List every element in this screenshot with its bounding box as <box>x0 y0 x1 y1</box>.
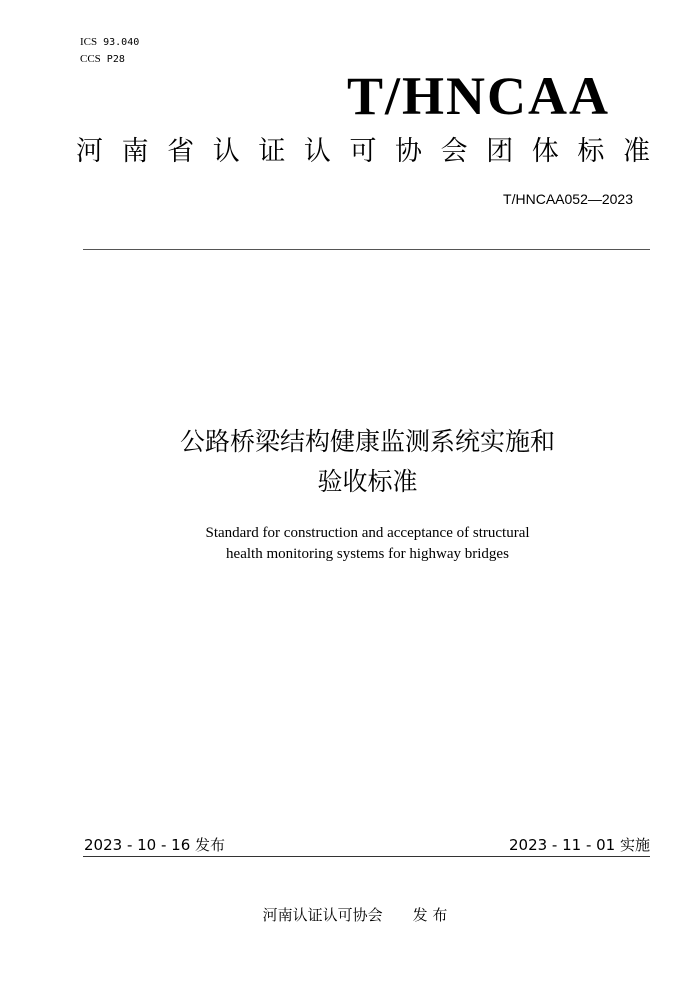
organization-title-char: 认 <box>303 136 331 167</box>
organization-title <box>76 134 650 170</box>
publisher <box>0 904 700 925</box>
issue-date: 2023 - 10 - 16 发布 <box>84 836 226 854</box>
top-divider <box>83 249 650 250</box>
organization-title-char: 体 <box>531 136 559 167</box>
organization-title-char: 河 <box>76 136 103 167</box>
ics-label: ICS <box>80 36 98 48</box>
brand-logo-text: T/HNCAA <box>346 66 610 126</box>
english-title <box>0 523 700 565</box>
ics-code <box>80 34 145 51</box>
organization-title-char: 协 <box>395 136 423 167</box>
ccs-value: P28 <box>106 54 125 65</box>
organization-title-char: 省 <box>167 136 195 167</box>
english-title-line-1: Standard for construction and acceptance of structural <box>205 525 530 541</box>
organization-title-char: 团 <box>486 136 514 167</box>
organization-title-char: 标 <box>577 136 605 167</box>
implementation-date: 2023 - 11 - 01 实施 <box>508 836 650 854</box>
english-title-line-2: health monitoring systems for highway bridges <box>226 546 509 562</box>
organization-title-char: 可 <box>349 136 377 167</box>
publisher-name: 河南认证认可协会 <box>262 906 383 924</box>
ics-value: 93.040 <box>103 37 140 48</box>
organization-title-char: 准 <box>622 136 650 167</box>
chinese-title-line-1: 公路桥梁结构健康监测系统实施和 <box>179 427 555 456</box>
organization-title-char: 认 <box>212 136 240 167</box>
chinese-title <box>0 422 700 502</box>
bottom-divider <box>83 856 650 857</box>
classification-codes <box>80 34 145 68</box>
standard-number: T/HNCAA052—2023 <box>503 191 633 207</box>
ccs-label: CCS <box>80 53 101 65</box>
ccs-code <box>80 51 145 68</box>
publisher-action: 发 布 <box>412 906 448 924</box>
organization-title-char: 会 <box>440 136 468 167</box>
organization-title-char: 南 <box>121 136 149 167</box>
chinese-title-line-2: 验收标准 <box>317 467 418 496</box>
organization-title-char: 证 <box>258 136 286 167</box>
